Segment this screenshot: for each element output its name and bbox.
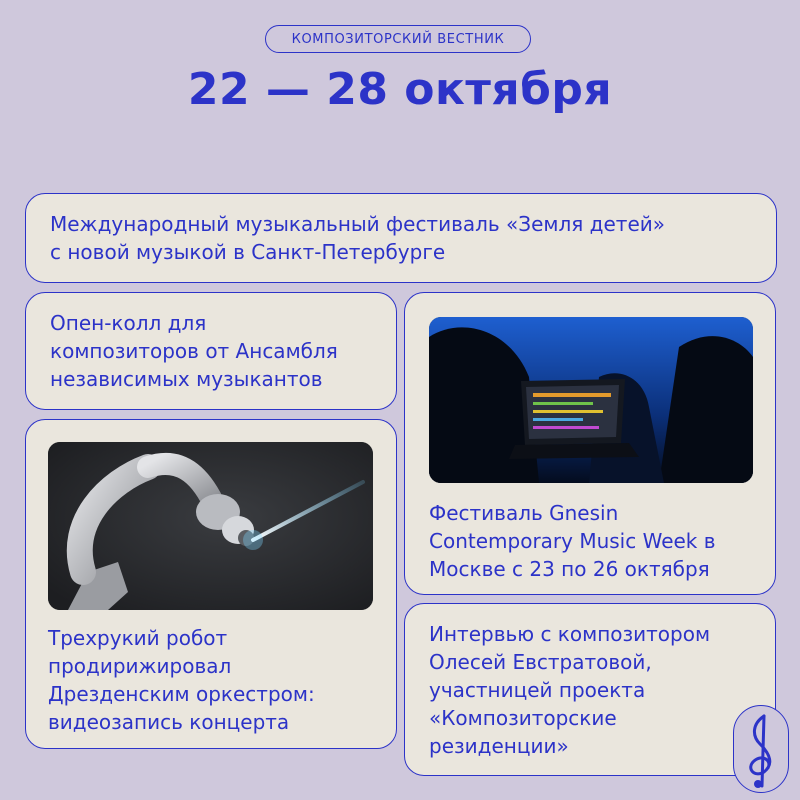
news-card-text: Фестиваль Gnesin Contemporary Music Week в Москве с 23 по 26 октября	[429, 501, 716, 581]
treble-clef-logo-icon	[733, 705, 789, 793]
news-card-festival-zemlya-detey[interactable]	[25, 193, 777, 283]
news-card-text: Трехрукий робот продирижировал Дрезденским оркестром: видеозапись концерта	[48, 626, 315, 734]
news-card-text: Интервью с композитором Олесей Евстратовой, участницей проекта «Композиторские резиденции»	[429, 622, 711, 758]
news-card-text: Международный музыкальный фестиваль «Земля детей» с новой музыкой в Санкт-Петербурге	[50, 212, 665, 264]
header-tag: КОМПОЗИТОРСКИЙ ВЕСТНИК	[265, 25, 531, 53]
robot-arm-photo	[48, 442, 373, 610]
concert-laptop-photo	[429, 317, 753, 483]
news-card-interview[interactable]	[404, 603, 776, 776]
news-card-gnesin-week[interactable]	[404, 292, 776, 595]
news-card-text: Опен-колл для композиторов от Ансамбля независимых музыкантов	[50, 311, 338, 391]
news-card-open-call[interactable]	[25, 292, 397, 410]
page-title: 22 — 28 октября	[187, 64, 613, 115]
news-card-robot-conductor[interactable]	[25, 419, 397, 749]
